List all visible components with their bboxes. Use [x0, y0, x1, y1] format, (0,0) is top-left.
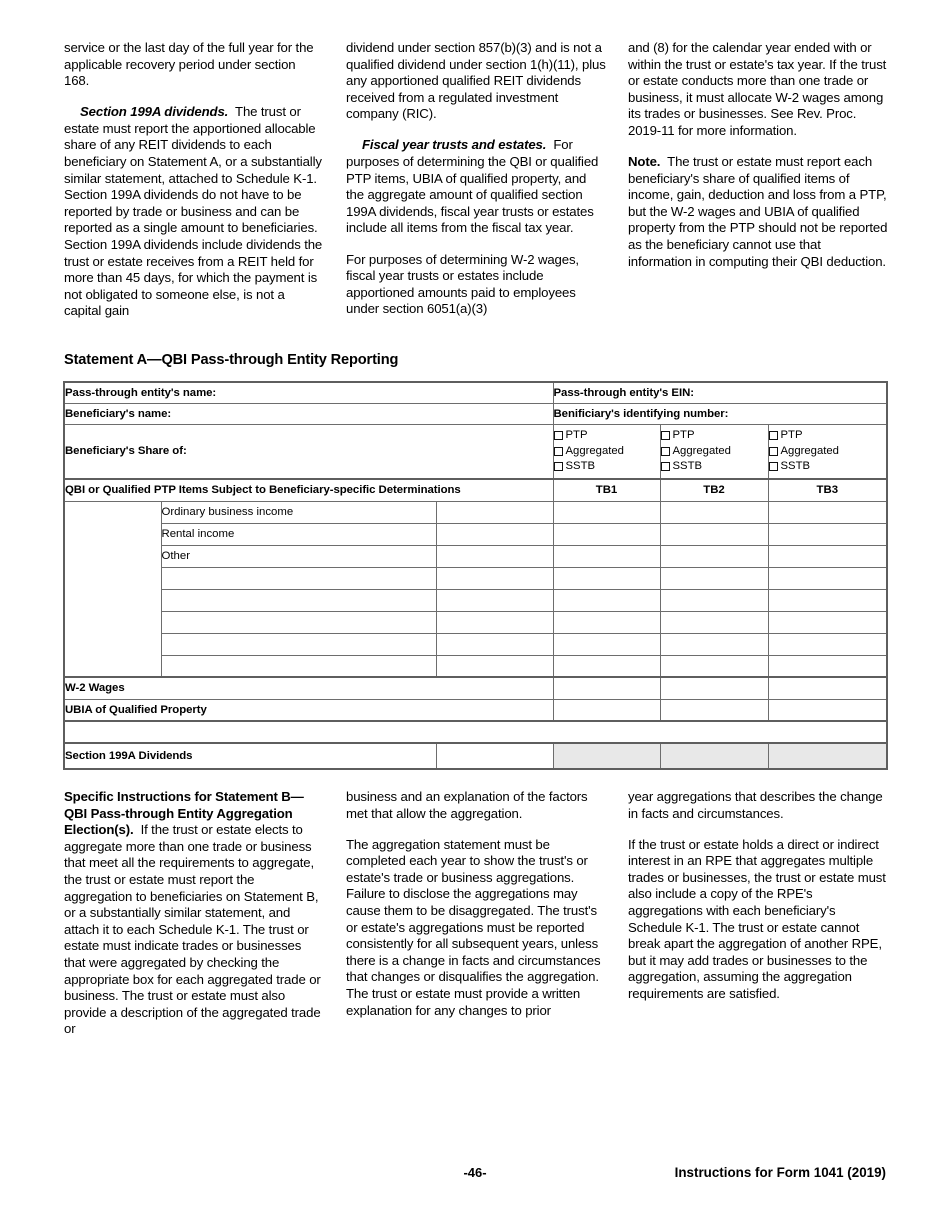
cell-beneficiary-share-label: Beneficiary's Share of:	[64, 424, 553, 479]
cell-item-label-other[interactable]: Other	[161, 545, 436, 567]
table-row-item	[64, 611, 887, 633]
cell-qbi-items-label: QBI or Qualified PTP Items Subject to Beneficiary-specific Determinations	[64, 479, 553, 501]
checkbox-label-aggregated-tb1: Aggregated	[565, 444, 624, 457]
checkbox-row-ptp-tb1[interactable]	[554, 428, 660, 444]
paragraph-prior-year-aggregations: year aggregations that describes the change in facts and circumstances.	[628, 789, 883, 821]
cell-value-extra[interactable]	[768, 589, 887, 611]
cell-value-extra[interactable]	[768, 633, 887, 655]
statement-a-table	[63, 381, 888, 770]
paragraph-note	[628, 154, 888, 270]
column-header-tb3: TB3	[768, 479, 887, 501]
cell-ubia-tb2[interactable]	[660, 699, 768, 721]
cell-value-tb1[interactable]	[436, 655, 553, 677]
table-row-item	[64, 545, 887, 567]
cell-value-tb3[interactable]	[660, 501, 768, 523]
checkbox-icon-ptp-tb1[interactable]	[554, 431, 563, 440]
run-in-heading-fiscal-year-trusts: Fiscal year trusts and estates.	[362, 137, 547, 153]
checkbox-icon-sstb-tb3[interactable]	[769, 462, 778, 471]
statement-a-table-wrapper	[63, 381, 886, 770]
checkbox-row-aggregated-tb2[interactable]	[661, 444, 768, 460]
table-row-beneficiary-name	[64, 403, 887, 424]
cell-value-extra[interactable]	[768, 545, 887, 567]
cell-value-tb1[interactable]	[436, 633, 553, 655]
cell-value-tb3[interactable]	[660, 545, 768, 567]
checkbox-label-sstb-tb1: SSTB	[565, 460, 596, 472]
table-row-item	[64, 589, 887, 611]
cell-value-tb2[interactable]	[553, 611, 660, 633]
cell-entity-ein-label[interactable]: Pass-through entity's EIN:	[553, 382, 887, 403]
cell-value-tb1[interactable]	[436, 589, 553, 611]
checkbox-row-sstb-tb2[interactable]	[661, 459, 768, 475]
checkbox-label-ptp-tb3: PTP	[780, 429, 803, 441]
paragraph-continuation: service or the last day of the full year for the applicable recovery period under section 168.	[64, 40, 314, 89]
cell-value-tb3[interactable]	[660, 567, 768, 589]
checkbox-group-tb2	[660, 424, 768, 479]
cell-value-tb3[interactable]	[660, 523, 768, 545]
bottom-column-2	[346, 789, 606, 1052]
column-header-tb1: TB1	[553, 479, 660, 501]
cell-section-199a-shaded-2	[660, 743, 768, 769]
checkbox-row-ptp-tb3[interactable]	[769, 428, 887, 444]
cell-value-tb2[interactable]	[553, 545, 660, 567]
cell-value-tb3[interactable]	[660, 589, 768, 611]
cell-value-tb1[interactable]	[436, 567, 553, 589]
table-row-item	[64, 523, 887, 545]
checkbox-icon-aggregated-tb2[interactable]	[661, 447, 670, 456]
top-column-3	[628, 40, 888, 335]
cell-w2-wages-tb3[interactable]	[768, 677, 887, 699]
cell-item-label-rental-income[interactable]: Rental income	[161, 523, 436, 545]
footer-form-title: Instructions for Form 1041 (2019)	[674, 1165, 886, 1180]
checkbox-label-aggregated-tb2: Aggregated	[672, 444, 731, 457]
cell-section-199a-shaded-3	[768, 743, 887, 769]
cell-section-199a-shaded-1	[553, 743, 660, 769]
paragraph-body: The trust or estate must report the apportioned allocable share of any REIT dividends to each beneficiary on Statement A, or a substantially similar statement, attached to Schedule K-1. Section 199A dividends do not have to be reported by trade or business and can be reported as a single amount to beneficiaries. Section 199A dividends include dividends the trust or estate receives from a REIT held for more than 45 days, for which the payment is not obligated to someone else, is not a capital gain	[64, 104, 323, 319]
top-column-2	[346, 40, 606, 335]
run-in-heading-statement-b: Specific Instructions for Statement B—QBI Pass-through Entity Aggregation Election(s).	[64, 789, 304, 838]
cell-value-extra[interactable]	[768, 567, 887, 589]
paragraph-section-199a-dividends	[64, 104, 324, 320]
cell-indent-spacer	[64, 501, 161, 677]
checkbox-label-ptp-tb1: PTP	[565, 429, 588, 441]
paragraph-body: If the trust or estate elects to aggregate more than one trade or business that meet all the requirements to aggregate, the trust or estate must report the aggregation to beneficiaries on Statement B, or a substantially similar statement, and attach it to each Schedule K-1. The trust or estate must indicate trades or businesses that were aggregated by checking the appropriate box for each aggregated trade or business. The trust or estate must also provide a description of the aggregated trade or	[64, 822, 321, 1037]
checkbox-label-ptp-tb2: PTP	[672, 429, 695, 441]
paragraph-rpe-interest: If the trust or estate holds a direct or indirect interest in an RPE that aggregates multiple trades or businesses, the trust or estate must also include a copy of the RPE's aggregations with each beneficiary's Schedule K-1. The trust or estate cannot break apart the aggregation of another RPE, but it may add trades or businesses to the aggregation, assuming the aggregation requirements are satisfied.	[628, 836, 886, 1002]
cell-value-tb1[interactable]	[436, 545, 553, 567]
checkbox-row-sstb-tb3[interactable]	[769, 459, 887, 475]
table-row-item	[64, 501, 887, 523]
table-row-ubia	[64, 699, 887, 721]
cell-w2-wages-tb2[interactable]	[660, 677, 768, 699]
checkbox-group-tb3	[768, 424, 887, 479]
cell-section-199a-label: Section 199A Dividends	[64, 743, 436, 769]
cell-value-tb3[interactable]	[660, 655, 768, 677]
cell-value-tb2[interactable]	[553, 501, 660, 523]
table-row-section-199a-dividends	[64, 743, 887, 769]
cell-value-tb2[interactable]	[553, 523, 660, 545]
cell-entity-name-label[interactable]: Pass-through entity's name:	[64, 382, 553, 403]
paragraph-body: For purposes of determining the QBI or qualified PTP items, UBIA of qualified property, and the aggregate amount of qualified section 199A dividends, fiscal year trusts or estates include all items from the fiscal tax year.	[346, 137, 599, 236]
checkbox-icon-ptp-tb3[interactable]	[769, 431, 778, 440]
cell-item-label-blank-7[interactable]	[161, 633, 436, 655]
checkbox-row-aggregated-tb1[interactable]	[554, 444, 660, 460]
run-in-heading-note: Note.	[628, 154, 661, 170]
cell-ubia-tb3[interactable]	[768, 699, 887, 721]
page-footer	[64, 1165, 886, 1183]
paragraph-body: The trust or estate must report each beneficiary's share of qualified items of income, gain, deduction and loss from a PTP, but the W-2 wages and UBIA of qualified property from the PTP should not be reported as the beneficiary cannot use that information in computing their QBI deduction.	[628, 154, 888, 269]
paragraph-aggregation-factors: business and an explanation of the factors met that allow the aggregation.	[346, 789, 588, 821]
cell-value-tb1[interactable]	[436, 611, 553, 633]
cell-w2-wages-label: W-2 Wages	[64, 677, 553, 699]
cell-value-extra[interactable]	[768, 655, 887, 677]
checkbox-group-tb1	[553, 424, 660, 479]
paragraph-dividend-definition: dividend under section 857(b)(3) and is not a qualified dividend under section 1(h)(11), plus any apportioned qualified REIT dividends received from a regulated investment company (RIC).	[346, 40, 606, 122]
cell-value-tb2[interactable]	[553, 655, 660, 677]
table-row-entity-name	[64, 382, 887, 403]
paragraph-calendar-year-allocation: and (8) for the calendar year ended with or within the trust or estate's tax year. If the trust or estate conducts more than one trade or business, it must allocate W-2 wages among its trades or businesses. See Rev. Proc. 2019-11 for more information.	[628, 40, 887, 138]
table-row-qbi-items-header	[64, 479, 887, 501]
checkbox-row-sstb-tb1[interactable]	[554, 459, 660, 475]
cell-beneficiary-name-label[interactable]: Beneficiary's name:	[64, 403, 553, 424]
checkbox-icon-sstb-tb1[interactable]	[554, 462, 563, 471]
cell-beneficiary-id-label[interactable]: Benificiary's identifying number:	[553, 403, 887, 424]
table-row-item	[64, 567, 887, 589]
table-row-w2-wages	[64, 677, 887, 699]
cell-spacer	[64, 721, 887, 743]
column-header-tb2: TB2	[660, 479, 768, 501]
cell-value-extra[interactable]	[768, 523, 887, 545]
cell-value-tb2[interactable]	[553, 567, 660, 589]
paragraph-w2-wages-determination: For purposes of determining W-2 wages, fiscal year trusts or estates include apportioned amounts paid to employees under section 6051(a)(3)	[346, 251, 579, 317]
checkbox-icon-ptp-tb2[interactable]	[661, 431, 670, 440]
cell-item-label-blank-4[interactable]	[161, 567, 436, 589]
cell-value-extra[interactable]	[768, 611, 887, 633]
cell-value-tb2[interactable]	[553, 589, 660, 611]
cell-value-tb2[interactable]	[553, 633, 660, 655]
cell-ubia-tb1[interactable]	[553, 699, 660, 721]
checkbox-label-sstb-tb2: SSTB	[672, 460, 703, 472]
cell-item-label-blank-8[interactable]	[161, 655, 436, 677]
table-row-item	[64, 655, 887, 677]
bottom-column-1	[64, 789, 324, 1052]
cell-value-tb1[interactable]	[436, 523, 553, 545]
top-text-columns	[64, 40, 886, 335]
cell-item-label-blank-6[interactable]	[161, 611, 436, 633]
checkbox-label-aggregated-tb3: Aggregated	[780, 444, 839, 457]
checkbox-row-aggregated-tb3[interactable]	[769, 444, 887, 460]
checkbox-label-sstb-tb3: SSTB	[780, 460, 811, 472]
cell-value-tb3[interactable]	[660, 611, 768, 633]
cell-value-tb3[interactable]	[660, 633, 768, 655]
paragraph-statement-b-instructions	[64, 789, 324, 1038]
top-column-1	[64, 40, 324, 335]
bottom-text-columns	[64, 789, 886, 1052]
table-row-spacer	[64, 721, 887, 743]
cell-value-extra[interactable]	[768, 501, 887, 523]
page-number: -46-	[463, 1165, 487, 1180]
checkbox-icon-sstb-tb2[interactable]	[661, 462, 670, 471]
cell-value-tb1[interactable]	[436, 501, 553, 523]
cell-section-199a-value[interactable]	[436, 743, 553, 769]
bottom-column-3	[628, 789, 888, 1052]
checkbox-row-ptp-tb2[interactable]	[661, 428, 768, 444]
cell-item-label-ordinary-business-income[interactable]: Ordinary business income	[161, 501, 436, 523]
paragraph-fiscal-year-trusts	[346, 137, 606, 237]
table-row-beneficiary-share	[64, 424, 887, 479]
cell-w2-wages-tb1[interactable]	[553, 677, 660, 699]
cell-ubia-label: UBIA of Qualified Property	[64, 699, 553, 721]
cell-item-label-blank-5[interactable]	[161, 589, 436, 611]
run-in-heading-section-199a-dividends: Section 199A dividends.	[80, 104, 229, 120]
checkbox-icon-aggregated-tb1[interactable]	[554, 447, 563, 456]
paragraph-aggregation-statement: The aggregation statement must be completed each year to show the trust's or estate's trade or business aggregations. Failure to disclose the aggregations may cause them to be disaggregated. The trust's or estate's aggregations must be reported consistently for all subsequent years, unless there is a change in facts and circumstances that changes or disqualifies the aggregation. The trust or estate must provide a written explanation for any changes to prior	[346, 836, 601, 1018]
table-row-item	[64, 633, 887, 655]
checkbox-icon-aggregated-tb3[interactable]	[769, 447, 778, 456]
statement-a-heading: Statement A—QBI Pass-through Entity Reporting	[64, 352, 399, 368]
